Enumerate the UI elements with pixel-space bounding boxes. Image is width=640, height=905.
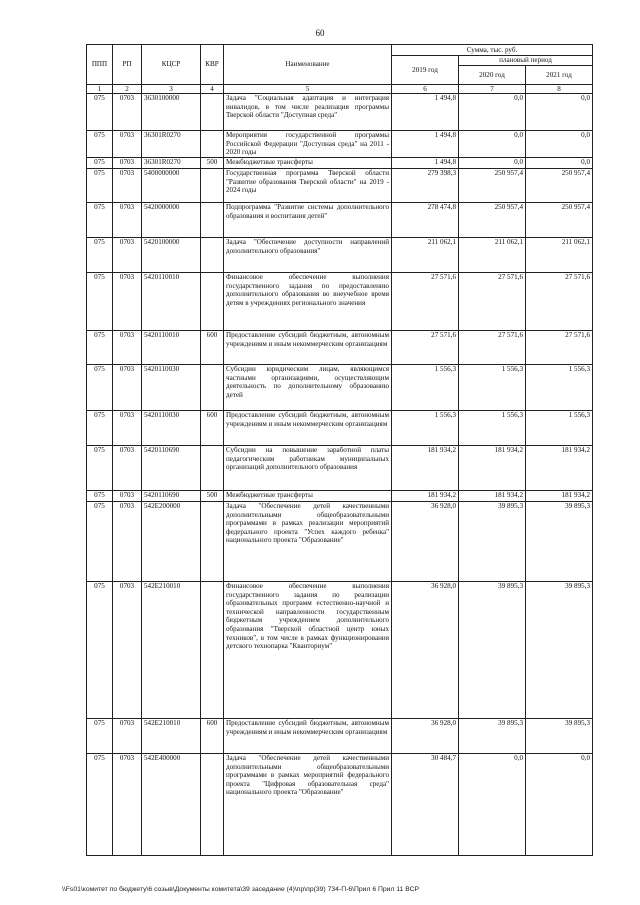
ppp-cell: 075 (87, 158, 113, 169)
sum-2020-cell: 181 934,2 (459, 446, 526, 491)
rp-cell: 0703 (113, 491, 142, 502)
column-index-cell: 8 (526, 85, 593, 94)
rp-cell: 0703 (113, 411, 142, 446)
table-row (87, 273, 593, 331)
sum-2019-cell: 1 494,8 (392, 131, 459, 158)
sum-2021-cell: 181 934,2 (526, 491, 593, 502)
table-row (87, 331, 593, 365)
rp-cell: 0703 (113, 273, 142, 331)
kcsr-cell: 5420110690 (142, 446, 201, 491)
header-kcsr: КЦСР (142, 45, 201, 85)
ppp-cell: 075 (87, 491, 113, 502)
sum-2021-cell: 0,0 (526, 158, 593, 169)
sum-2020-cell: 27 571,6 (459, 273, 526, 331)
sum-2020-cell: 0,0 (459, 754, 526, 856)
kcsr-cell: 542E400000 (142, 754, 201, 856)
header-kvr: КВР (201, 45, 224, 85)
sum-2019-cell: 27 571,6 (392, 273, 459, 331)
name-cell: Субсидии на повышение заработной платы педагогическим работникам муниципальных организаций дополнительного образования (224, 446, 392, 491)
sum-2019-cell: 279 398,3 (392, 169, 459, 203)
kcsr-cell: 5400000000 (142, 169, 201, 203)
table-row (87, 94, 593, 131)
sum-2019-cell: 36 928,0 (392, 719, 459, 754)
name-cell: Задача "Обеспечение детей качественными дополнительными общеобразовательными программами в рамках мероприятий федерального проекта "Цифровая образовательная среда" национального проекта "Образование" (224, 754, 392, 856)
name-cell: Задача "Социальная адаптация и интеграция инвалидов, в том числе реализация программы Тверской области "Доступная среда" (224, 94, 392, 131)
rp-cell: 0703 (113, 238, 142, 273)
header-year-2019: 2019 год (392, 56, 459, 85)
kvr-cell (201, 582, 224, 719)
ppp-cell: 075 (87, 754, 113, 856)
rp-cell: 0703 (113, 446, 142, 491)
ppp-cell: 075 (87, 94, 113, 131)
table-row (87, 502, 593, 582)
name-cell: Задача "Обеспечение доступности направлений дополнительного образования" (224, 238, 392, 273)
table-row (87, 131, 593, 158)
name-cell: Предоставление субсидий бюджетным, автономным учреждениям и иным некоммерческим организациям (224, 331, 392, 365)
sum-2021-cell: 181 934,2 (526, 446, 593, 491)
table-row (87, 411, 593, 446)
name-cell: Межбюджетные трансферты (224, 491, 392, 502)
table-row (87, 158, 593, 169)
kcsr-cell: 542E210010 (142, 582, 201, 719)
column-index-cell: 6 (392, 85, 459, 94)
table-row (87, 754, 593, 856)
ppp-cell: 075 (87, 169, 113, 203)
kcsr-cell: 36301R0270 (142, 158, 201, 169)
sum-2021-cell: 0,0 (526, 754, 593, 856)
column-index-row (87, 85, 593, 94)
sum-2020-cell: 181 934,2 (459, 491, 526, 502)
name-cell: Финансовое обеспечение выполнения государственного задания по реализации образовательных программ естественно-научной и технической направленности государственным бюджетным учреждением дополнительного образования "Тверской областной центр юных техников", в том числе в рамках функционирования детского технопарка "Кванториум" (224, 582, 392, 719)
header-year-2020: 2020 год (459, 66, 526, 85)
table-row (87, 446, 593, 491)
name-cell: Межбюджетные трансферты (224, 158, 392, 169)
sum-2020-cell: 250 957,4 (459, 203, 526, 238)
kvr-cell (201, 446, 224, 491)
rp-cell: 0703 (113, 502, 142, 582)
kvr-cell (201, 238, 224, 273)
kvr-cell: 500 (201, 491, 224, 502)
kvr-cell (201, 273, 224, 331)
kvr-cell (201, 131, 224, 158)
ppp-cell: 075 (87, 719, 113, 754)
kcsr-cell: 5420110030 (142, 411, 201, 446)
rp-cell: 0703 (113, 169, 142, 203)
header-rp: РП (113, 45, 142, 85)
header-year-2021: 2021 год (526, 66, 593, 85)
header-sum: Сумма, тыс. руб. (392, 45, 593, 56)
sum-2019-cell: 27 571,6 (392, 331, 459, 365)
sum-2021-cell: 0,0 (526, 94, 593, 131)
ppp-cell: 075 (87, 238, 113, 273)
sum-2020-cell: 39 895,3 (459, 582, 526, 719)
sum-2021-cell: 250 957,4 (526, 169, 593, 203)
kcsr-cell: 542E210010 (142, 719, 201, 754)
table-body (87, 94, 593, 856)
rp-cell: 0703 (113, 365, 142, 411)
ppp-cell: 075 (87, 203, 113, 238)
sum-2020-cell: 0,0 (459, 94, 526, 131)
rp-cell: 0703 (113, 331, 142, 365)
sum-2019-cell: 1 556,3 (392, 411, 459, 446)
ppp-cell: 075 (87, 273, 113, 331)
sum-2019-cell: 278 474,8 (392, 203, 459, 238)
rp-cell: 0703 (113, 754, 142, 856)
sum-2020-cell: 1 556,3 (459, 365, 526, 411)
column-index-cell: 2 (113, 85, 142, 94)
kvr-cell (201, 754, 224, 856)
kcsr-cell: 5420100000 (142, 238, 201, 273)
name-cell: Мероприятия государственной программы Российской Федерации "Доступная среда" на 2011 - 2020 годы (224, 131, 392, 158)
kcsr-cell: 5420110010 (142, 331, 201, 365)
name-cell: Предоставление субсидий бюджетным, автономным учреждениям и иным некоммерческим организациям (224, 719, 392, 754)
kvr-cell: 500 (201, 158, 224, 169)
kvr-cell: 600 (201, 719, 224, 754)
name-cell: Предоставление субсидий бюджетным, автономным учреждениям и иным некоммерческим организациям (224, 411, 392, 446)
kvr-cell (201, 203, 224, 238)
rp-cell: 0703 (113, 203, 142, 238)
sum-2019-cell: 181 934,2 (392, 491, 459, 502)
table-row (87, 365, 593, 411)
column-index-cell: 5 (224, 85, 392, 94)
sum-2020-cell: 211 062,1 (459, 238, 526, 273)
table-row (87, 491, 593, 502)
ppp-cell: 075 (87, 411, 113, 446)
ppp-cell: 075 (87, 131, 113, 158)
sum-2020-cell: 39 895,3 (459, 719, 526, 754)
ppp-cell: 075 (87, 446, 113, 491)
header-ppp: ППП (87, 45, 113, 85)
sum-2020-cell: 27 571,6 (459, 331, 526, 365)
sum-2019-cell: 36 928,0 (392, 502, 459, 582)
rp-cell: 0703 (113, 94, 142, 131)
name-cell: Подпрограмма "Развитие системы дополнительного образования и воспитания детей" (224, 203, 392, 238)
sum-2021-cell: 0,0 (526, 131, 593, 158)
kvr-cell (201, 502, 224, 582)
sum-2021-cell: 1 556,3 (526, 411, 593, 446)
table-row (87, 719, 593, 754)
header-name: Наименование (224, 45, 392, 85)
column-index-cell: 1 (87, 85, 113, 94)
rp-cell: 0703 (113, 131, 142, 158)
table-row (87, 203, 593, 238)
name-cell: Финансовое обеспечение выполнения государственного задания по предоставлению дополнительного образования во внеучебное время детям в учреждениях регионального значения (224, 273, 392, 331)
rp-cell: 0703 (113, 582, 142, 719)
kcsr-cell: 3630100000 (142, 94, 201, 131)
sum-2021-cell: 250 957,4 (526, 203, 593, 238)
sum-2020-cell: 250 957,4 (459, 169, 526, 203)
name-cell: Государственная программа Тверской области "Развитие образования Тверской области" на 2019 - 2024 годы (224, 169, 392, 203)
column-index-cell: 7 (459, 85, 526, 94)
budget-table (86, 44, 593, 856)
sum-2021-cell: 27 571,6 (526, 273, 593, 331)
kvr-cell (201, 94, 224, 131)
kvr-cell (201, 365, 224, 411)
kcsr-cell: 5420110690 (142, 491, 201, 502)
ppp-cell: 075 (87, 502, 113, 582)
kcsr-cell: 36301R0270 (142, 131, 201, 158)
sum-2020-cell: 0,0 (459, 158, 526, 169)
page-number: 60 (315, 28, 325, 38)
name-cell: Задача "Обеспечение детей качественными дополнительными общеобразовательными программами в рамках реализации мероприятий федерального проекта "Успех каждого ребенка" национального проекта "Образование" (224, 502, 392, 582)
sum-2019-cell: 181 934,2 (392, 446, 459, 491)
column-index-cell: 3 (142, 85, 201, 94)
sum-2019-cell: 211 062,1 (392, 238, 459, 273)
sum-2019-cell: 30 484,7 (392, 754, 459, 856)
kvr-cell: 600 (201, 331, 224, 365)
kvr-cell: 600 (201, 411, 224, 446)
sum-2021-cell: 1 556,3 (526, 365, 593, 411)
header-planned-period: плановый период (459, 56, 593, 66)
table-row (87, 582, 593, 719)
rp-cell: 0703 (113, 719, 142, 754)
kcsr-cell: 542E200000 (142, 502, 201, 582)
rp-cell: 0703 (113, 158, 142, 169)
sum-2020-cell: 1 556,3 (459, 411, 526, 446)
file-path-footer: \\Fs01\комитет по бюджету\6 созыв\Документы комитета\39 заседание (4)\пр\пр(39) 734-П-6\Прил 6 Прил 11 ВСР (62, 886, 420, 893)
sum-2021-cell: 211 062,1 (526, 238, 593, 273)
kvr-cell (201, 169, 224, 203)
ppp-cell: 075 (87, 582, 113, 719)
name-cell: Субсидии юридическим лицам, являющимся частными организациями, осуществляющим деятельность по дополнительному образованию детей (224, 365, 392, 411)
sum-2020-cell: 39 895,3 (459, 502, 526, 582)
sum-2019-cell: 1 556,3 (392, 365, 459, 411)
sum-2020-cell: 0,0 (459, 131, 526, 158)
sum-2021-cell: 39 895,3 (526, 582, 593, 719)
kcsr-cell: 5420110030 (142, 365, 201, 411)
table-row (87, 238, 593, 273)
kcsr-cell: 5420000000 (142, 203, 201, 238)
sum-2019-cell: 1 494,8 (392, 158, 459, 169)
sum-2021-cell: 39 895,3 (526, 719, 593, 754)
sum-2021-cell: 27 571,6 (526, 331, 593, 365)
column-index-cell: 4 (201, 85, 224, 94)
sum-2021-cell: 39 895,3 (526, 502, 593, 582)
sum-2019-cell: 36 928,0 (392, 582, 459, 719)
sum-2019-cell: 1 494,8 (392, 94, 459, 131)
table-row (87, 169, 593, 203)
ppp-cell: 075 (87, 365, 113, 411)
ppp-cell: 075 (87, 331, 113, 365)
kcsr-cell: 5420110010 (142, 273, 201, 331)
